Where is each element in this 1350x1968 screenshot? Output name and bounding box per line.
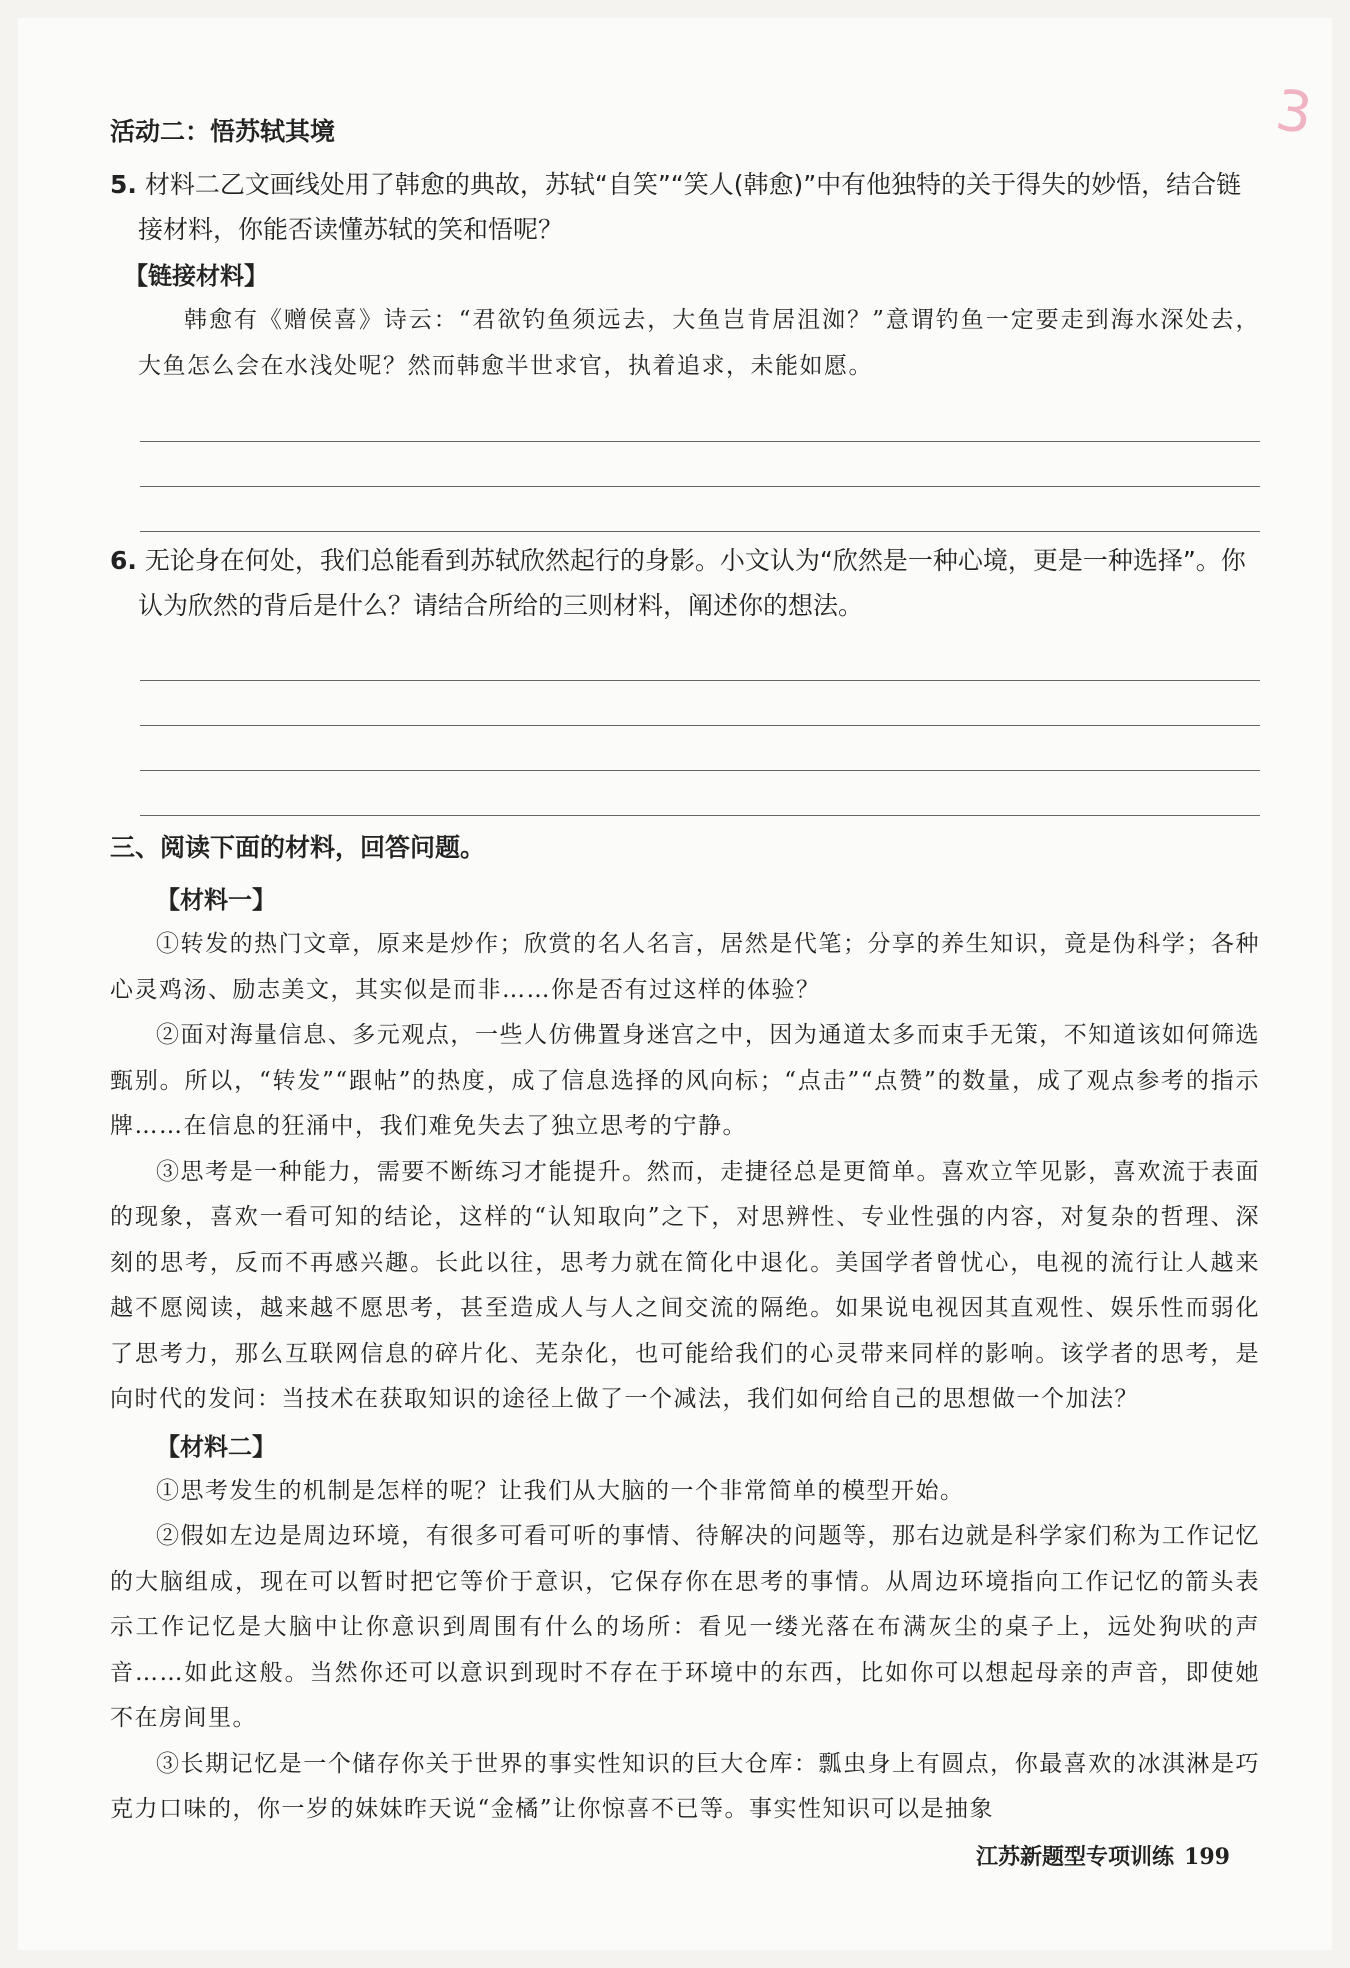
material-1-tag: 【材料一】 xyxy=(156,886,276,914)
answer-line[interactable] xyxy=(140,487,1260,532)
answer-line[interactable] xyxy=(140,636,1260,681)
link-material-text: 韩愈有《赠侯喜》诗云：“君欲钓鱼须远去，大鱼岂肯居沮洳？”意谓钓鱼一定要走到海水深处去，大鱼怎么会在水浅处呢？然而韩愈半世求官，执着追求，未能如愿。 xyxy=(138,307,1260,379)
answer-line[interactable] xyxy=(140,726,1260,771)
question-5 xyxy=(110,162,1260,252)
answer-line[interactable] xyxy=(140,771,1260,816)
question-5-number: 5. xyxy=(110,170,137,199)
material-1-paragraph: ②面对海量信息、多元观点，一些人仿佛置身迷宫之中，因为通道太多而束手无策，不知道该如何筛选甄别。所以，“转发”“跟帖”的热度，成了信息选择的风向标；“点击”“点赞”的数量，成了观点参考的指示牌……在信息的狂涌中，我们难免失去了独立思考的宁静。 xyxy=(110,1022,1260,1139)
question-6-number: 6. xyxy=(110,546,137,575)
link-material-tag: 【链接材料】 xyxy=(124,262,268,290)
corner-stamp: 3 xyxy=(1271,77,1316,148)
material-2-tag: 【材料二】 xyxy=(156,1432,276,1461)
answer-line[interactable] xyxy=(140,397,1260,442)
page-number: 199 xyxy=(1184,1844,1230,1870)
question-6-answer-area[interactable] xyxy=(140,636,1260,816)
page xyxy=(18,18,1332,1950)
activity-2-heading: 活动二：悟苏轼其境 xyxy=(110,117,336,146)
book-title: 江苏新题型专项训练 xyxy=(976,1845,1175,1870)
material-1-paragraph: ①转发的热门文章，原来是炒作；欣赏的名人名言，居然是代笔；分享的养生知识，竟是伪科学；各种心灵鸡汤、励志美文，其实似是而非……你是否有过这样的体验？ xyxy=(110,931,1260,1003)
answer-line[interactable] xyxy=(140,442,1260,487)
section-3-heading: 三、阅读下面的材料，回答问题。 xyxy=(110,833,486,862)
content xyxy=(110,110,1260,1833)
material-2-paragraph: ①思考发生的机制是怎样的呢？让我们从大脑的一个非常简单的模型开始。 xyxy=(156,1477,965,1504)
question-6 xyxy=(110,538,1260,628)
question-6-text: 无论身在何处，我们总能看到苏轼欣然起行的身影。小文认为“欣然是一种心境，更是一种选择”。你认为欣然的背后是什么？请结合所给的三则材料，阐述你的想法。 xyxy=(138,546,1246,620)
page-footer xyxy=(976,1840,1230,1871)
question-5-text: 材料二乙文画线处用了韩愈的典故，苏轼“自笑”“笑人(韩愈)”中有他独特的关于得失的妙悟，结合链接材料，你能否读懂苏轼的笑和悟呢？ xyxy=(138,170,1242,244)
material-2-paragraph: ③长期记忆是一个储存你关于世界的事实性知识的巨大仓库：瓢虫身上有圆点，你最喜欢的冰淇淋是巧克力口味的，你一岁的妹妹昨天说“金橘”让你惊喜不已等。事实性知识可以是抽象 xyxy=(110,1750,1260,1822)
answer-line[interactable] xyxy=(140,681,1260,726)
material-2-paragraph: ②假如左边是周边环境，有很多可看可听的事情、待解决的问题等，那右边就是科学家们称为工作记忆的大脑组成，现在可以暂时把它等价于意识，它保存你在思考的事情。从周边环境指向工作记忆的箭头表示工作记忆是大脑中让你意识到周围有什么的场所：看见一缕光落在布满灰尘的桌子上，远处狗吠的声音……如此这般。当然你还可以意识到现时不存在于环境中的东西，比如你可以想起母亲的声音，即使她不在房间里。 xyxy=(110,1523,1260,1731)
material-1-paragraph: ③思考是一种能力，需要不断练习才能提升。然而，走捷径总是更简单。喜欢立竿见影，喜欢流于表面的现象，喜欢一看可知的结论，这样的“认知取向”之下，对思辨性、专业性强的内容，对复杂的哲理、深刻的思考，反而不再感兴趣。长此以往，思考力就在简化中退化。美国学者曾忧心，电视的流行让人越来越不愿阅读，越来越不愿思考，甚至造成人与人之间交流的隔绝。如果说电视因其直观性、娱乐性而弱化了思考力，那么互联网信息的碎片化、芜杂化，也可能给我们的心灵带来同样的影响。该学者的思考，是向时代的发问：当技术在获取知识的途径上做了一个减法，我们如何给自己的思想做一个加法？ xyxy=(110,1158,1260,1412)
question-5-answer-area[interactable] xyxy=(140,397,1260,532)
